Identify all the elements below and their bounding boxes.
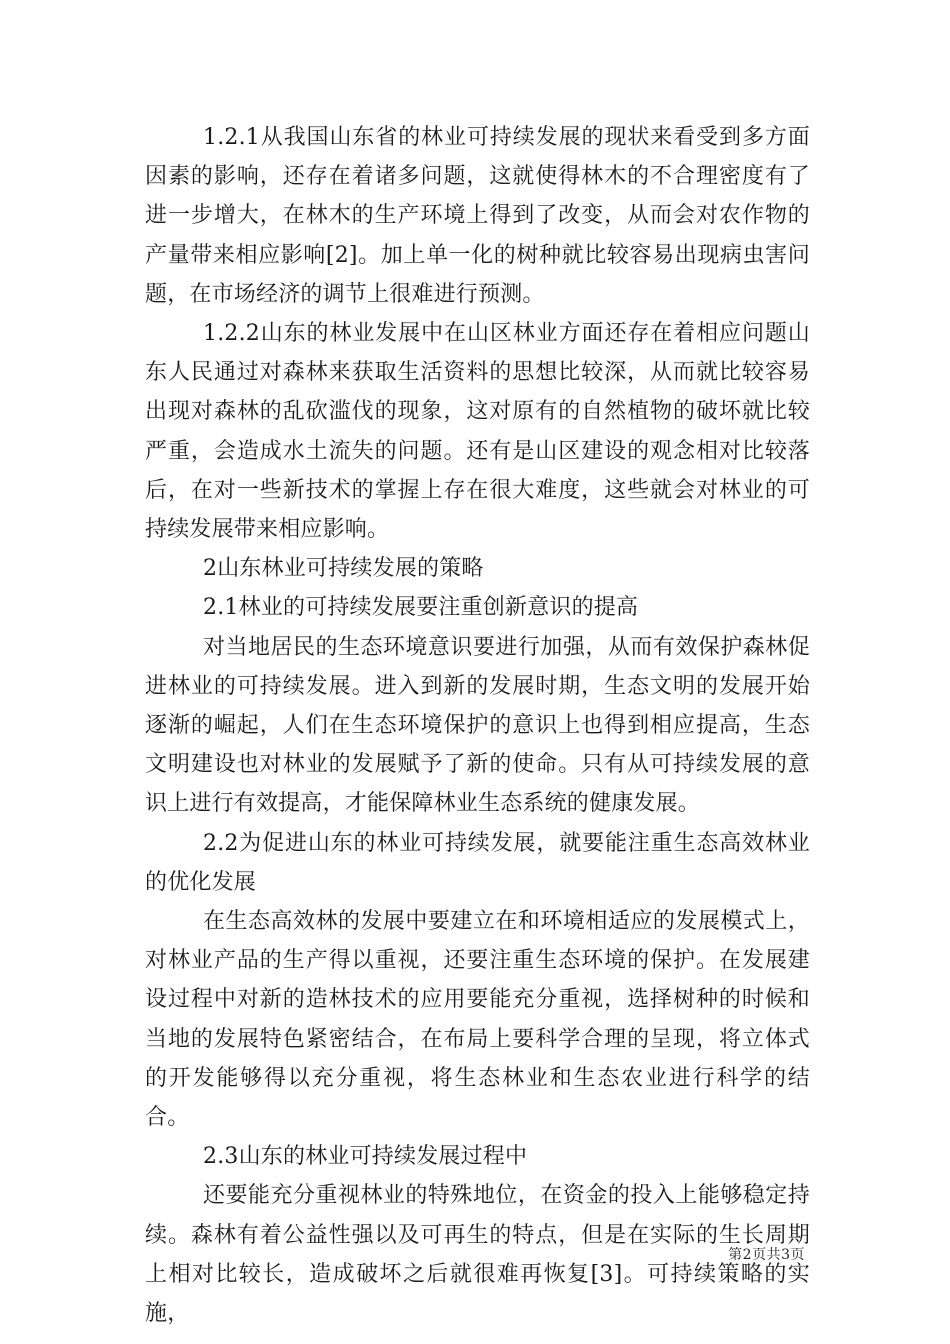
subheading-2-2: 2.2为促进山东的林业可持续发展，就要能注重生态高效林业的优化发展 xyxy=(145,830,810,895)
document-body xyxy=(145,118,810,1333)
paragraph-2-1-body: 对当地居民的生态环境意识要进行加强，从而有效保护森林促进林业的可持续发展。进入到新的发展时期，生态文明的发展开始逐渐的崛起，人们在生态环境保护的意识上也得到相应提高，生态文明建设也对林业的发展赋予了新的使命。只有从可持续发展的意识上进行有效提高，才能保障林业生态系统的健康发展。 xyxy=(145,634,810,817)
subheading-2-3: 2.3山东的林业可持续发展过程中 xyxy=(203,1144,528,1170)
paragraph-1-2-2: 1.2.2山东的林业发展中在山区林业方面还存在着相应问题山东人民通过对森林来获取生活资料的思想比较深，从而就比较容易出现对森林的乱砍滥伐的现象，这对原有的自然植物的破坏就比较严重，会造成水土流失的问题。还有是山区建设的观念相对比较落后，在对一些新技术的掌握上存在很大难度，这些就会对林业的可持续发展带来相应影响。 xyxy=(145,321,810,543)
paragraph-2-3-body: 还要能充分重视林业的特殊地位，在资金的投入上能够稳定持续。森林有着公益性强以及可再生的特点，但是在实际的生长周期上相对比较长，造成破坏之后就很难再恢复[3]。可持续策略的实施， xyxy=(145,1183,810,1327)
paragraph-2-2-body: 在生态高效林的发展中要建立在和环境相适应的发展模式上，对林业产品的生产得以重视，还要注重生态环境的保护。在发展建设过程中对新的造林技术的应用要能充分重视，选择树种的时候和当地的发展特色紧密结合，在布局上要科学合理的呈现，将立体式的开发能够得以充分重视，将生态林业和生态农业进行科学的结合。 xyxy=(145,909,810,1131)
section-heading-2: 2山东林业可持续发展的策略 xyxy=(203,556,484,582)
subheading-2-1: 2.1林业的可持续发展要注重创新意识的提高 xyxy=(203,595,639,621)
paragraph-1-2-1: 1.2.1从我国山东省的林业可持续发展的现状来看受到多方面因素的影响，还存在着诸多问题，这就使得林木的不合理密度有了进一步增大，在林木的生产环境上得到了改变，从而会对农作物的产量带来相应影响[2]。加上单一化的树种就比较容易出现病虫害问题，在市场经济的调节上很难进行预测。 xyxy=(145,125,810,307)
page-number-footer: 第2页共3页 xyxy=(728,1247,805,1263)
